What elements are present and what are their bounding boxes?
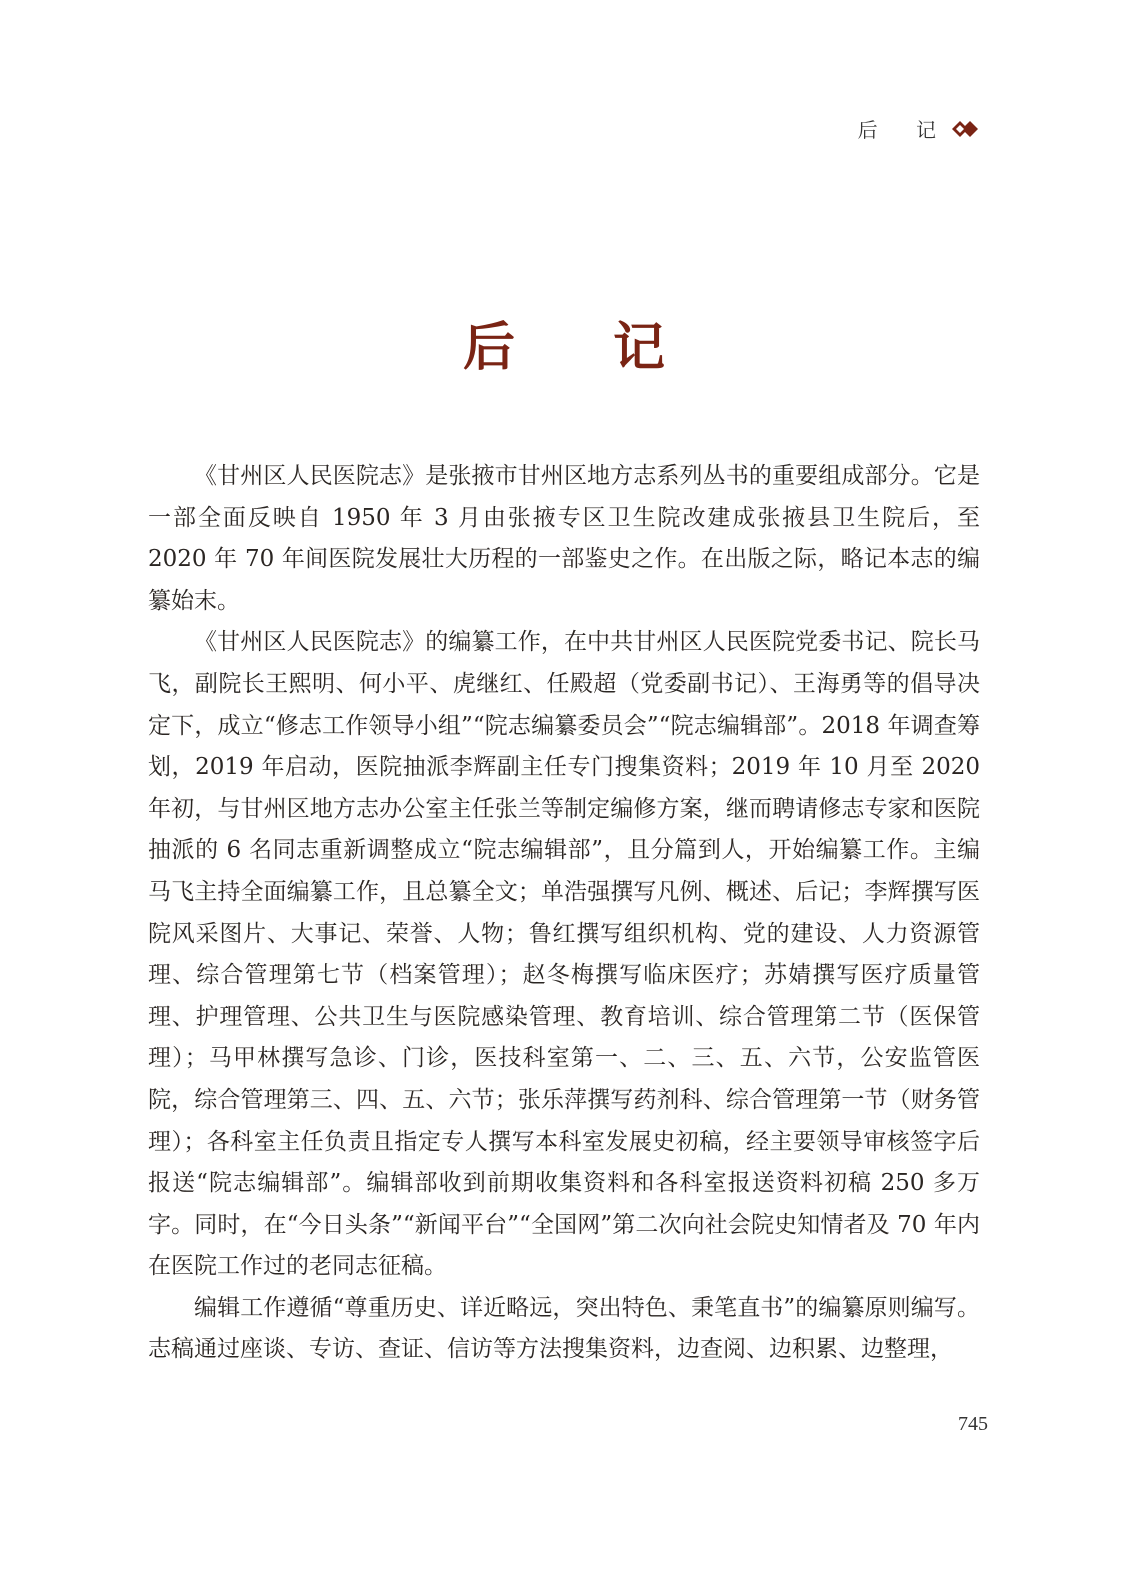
double-diamond-icon bbox=[952, 121, 978, 137]
paragraph-1: 《甘州区人民医院志》是张掖市甘州区地方志系列丛书的重要组成部分。它是一部全面反映自 1950 年 3 月由张掖专区卫生院改建成张掖县卫生院后，至 2020 年 70 年间医院发展壮大历程的一部鉴史之作。在出版之际，略记本志的编纂始末。 bbox=[148, 463, 980, 614]
paragraph-3: 编辑工作遵循“尊重历史、详近略远，突出特色、秉笔直书”的编纂原则编写。志稿通过座谈、专访、查证、信访等方法搜集资料，边查阅、边积累、边整理， bbox=[148, 1294, 980, 1363]
page-number: 745 bbox=[958, 1413, 988, 1435]
running-header bbox=[858, 114, 978, 143]
paragraph-2: 《甘州区人民医院志》的编纂工作，在中共甘州区人民医院党委书记、院长马飞，副院长王熙明、何小平、虎继红、任殿超（党委副书记）、王海勇等的倡导决定下，成立“修志工作领导小组”“院志编纂委员会”“院志编辑部”。2018 年调查筹划，2019 年启动，医院抽派李辉副主任专门搜集资料；2019 年 10 月至 2020 年初，与甘州区地方志办公室主任张兰等制定编修方案，继而聘请修志专家和医院抽派的 6 名同志重新调整成立“院志编辑部”，且分篇到人，开始编纂工作。主编马飞主持全面编纂工作，且总纂全文；单浩强撰写凡例、概述、后记；李辉撰写医院风采图片、大事记、荣誉、人物；鲁红撰写组织机构、党的建设、人力资源管理、综合管理第七节（档案管理）；赵冬梅撰写临床医疗；苏婧撰写医疗质量管理、护理管理、公共卫生与医院感染管理、教育培训、综合管理第二节（医保管理）；马甲林撰写急诊、门诊，医技科室第一、二、三、五、六节，公安监管医院，综合管理第三、四、五、六节；张乐萍撰写药剂科、综合管理第一节（财务管理）；各科室主任负责且指定专人撰写本科室发展史初稿，经主要领导审核签字后报送“院志编辑部”。编辑部收到前期收集资料和各科室报送资料初稿 250 多万字。同时，在“今日头条”“新闻平台”“全国网”第二次向社会院史知情者及 70 年内在医院工作过的老同志征稿。 bbox=[148, 629, 980, 1280]
chapter-title: 后 记 bbox=[462, 317, 706, 378]
body-text bbox=[148, 456, 980, 1371]
running-header-title: 后 记 bbox=[857, 118, 952, 142]
